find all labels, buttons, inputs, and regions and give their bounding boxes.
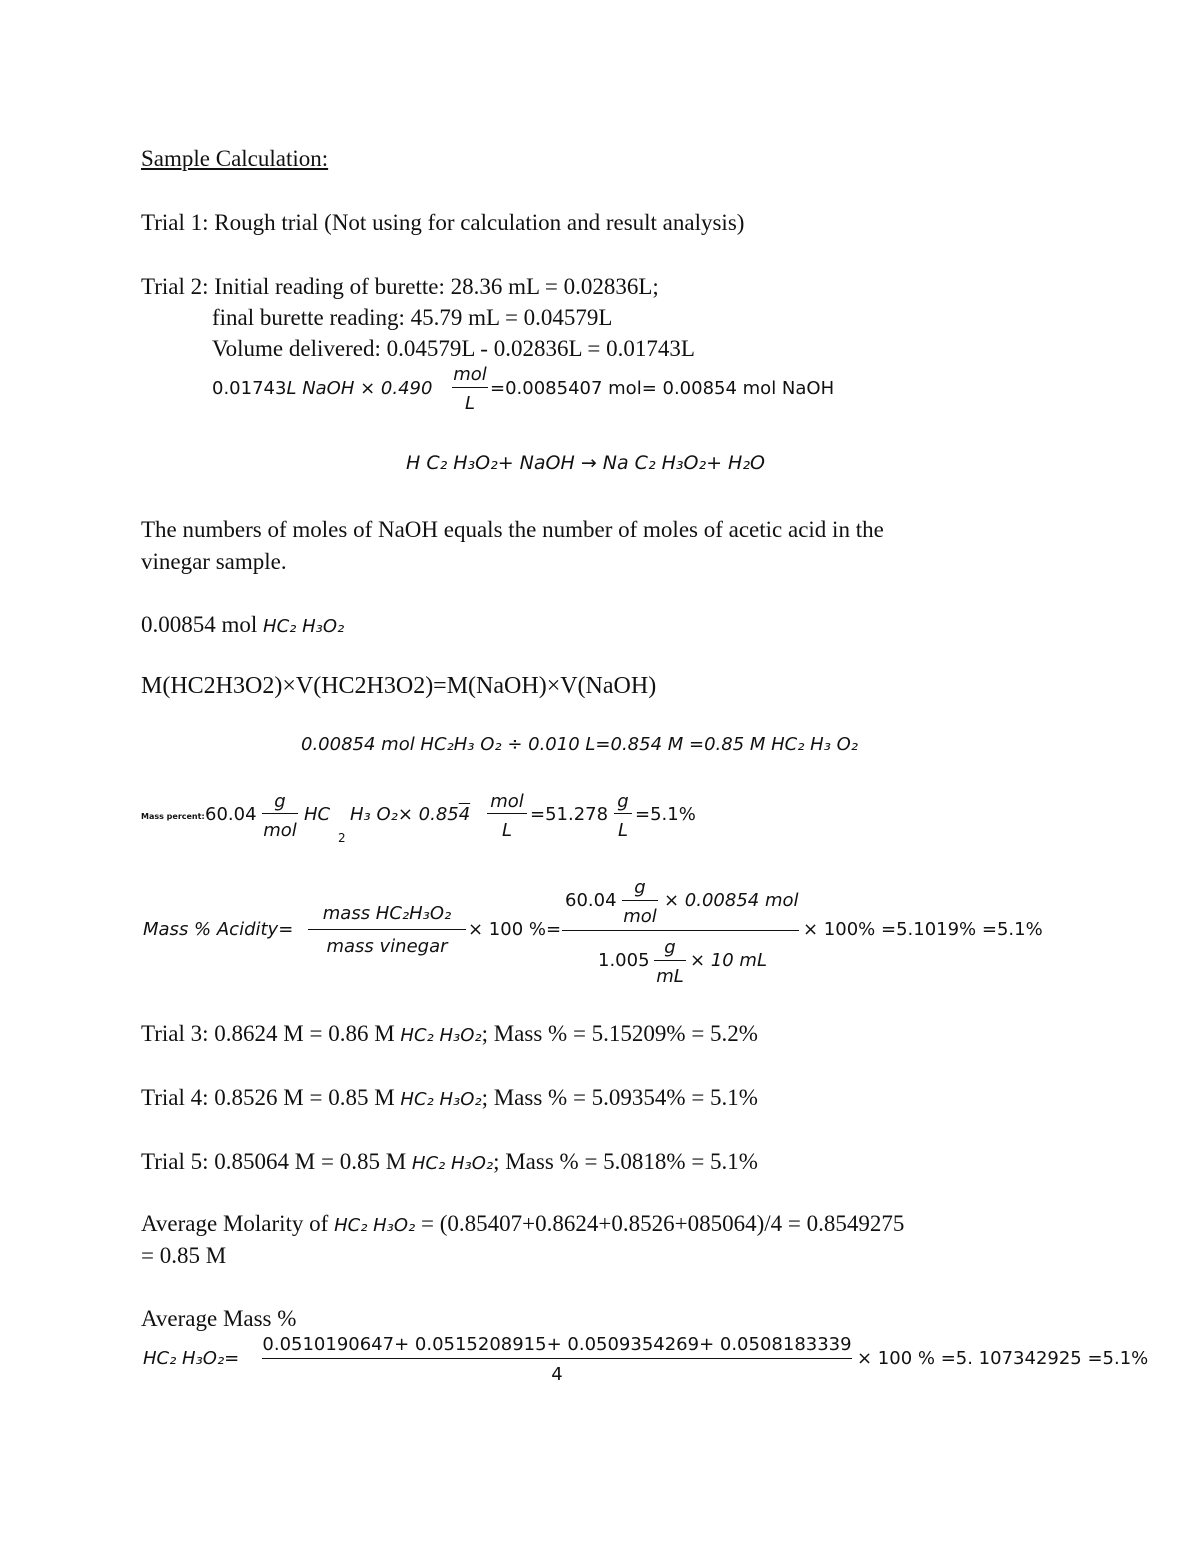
mass-percent-molar-mass: 60.04 — [205, 804, 257, 825]
naoh-moles-calc-right: =0.0085407 mol= 0.00854 mol NaOH — [490, 378, 835, 399]
average-molarity-line: Average Molarity of HC₂ H₃O₂ = (0.85407+0.8624+0.8526+085064)/4 = 0.8549275 — [141, 1211, 905, 1236]
main-fraction-bar — [562, 930, 799, 931]
fraction-bar — [622, 900, 658, 901]
fraction-bar — [308, 929, 466, 930]
average-molarity-result: = 0.85 M — [141, 1243, 227, 1268]
big-fraction-denominator-volume: × 10 mL — [690, 950, 767, 971]
mass-acidity-result: × 100% =5.1019% =5.1% — [803, 919, 1043, 940]
trial-2-line-1: Trial 2: Initial reading of burette: 28.36 mL = 0.02836L; — [141, 274, 659, 299]
fraction-bar — [487, 813, 527, 814]
g-per-ml-denominator: mL — [656, 966, 684, 987]
g-per-l-denominator: L — [617, 820, 629, 841]
mol-per-l-numerator: mol — [490, 791, 524, 812]
mass-vinegar-denominator: mass vinegar — [326, 936, 448, 957]
big-fraction-denominator-density: 1.005 — [598, 950, 650, 971]
g-per-mol-numerator: g — [634, 877, 646, 898]
page-title: Sample Calculation: — [141, 146, 329, 171]
mol-per-l-denominator: L — [501, 820, 513, 841]
mass-percent-label: Mass percent: — [141, 812, 205, 821]
statement-line-2: vinegar sample. — [141, 549, 287, 574]
g-per-ml-numerator: g — [664, 937, 676, 958]
main-fraction-bar — [262, 1358, 852, 1359]
fraction-bar — [452, 387, 488, 388]
average-mass-result: × 100 % =5. 107342925 =5.1% — [857, 1348, 1149, 1369]
mass-percent-result: =51.278 — [530, 804, 609, 825]
statement-line-1: The numbers of moles of NaOH equals the number of moles of acetic acid in the — [141, 517, 884, 542]
mol-per-l-denominator: L — [464, 393, 476, 414]
g-per-l-numerator: g — [617, 791, 629, 812]
mass-acidity-label: Mass % Acidity= — [143, 919, 294, 940]
average-mass-numerator: 0.0510190647+ 0.0515208915+ 0.0509354269+ 0.0508183339 — [262, 1334, 852, 1355]
mass-acidity-times-100: × 100 %= — [468, 919, 562, 940]
average-mass-denominator: 4 — [551, 1364, 563, 1385]
g-per-mol-denominator: mol — [623, 906, 657, 927]
mass-acid-numerator: mass HC₂H₃O₂ — [322, 903, 452, 924]
big-fraction-numerator-moles: × 0.00854 mol — [664, 890, 799, 911]
trial-5-line: Trial 5: 0.85064 M = 0.85 M HC₂ H₃O₂; Mass % = 5.0818% = 5.1% — [141, 1149, 758, 1174]
naoh-moles-calc-left: 0.01743L NaOH × 0.490 — [212, 378, 433, 399]
g-per-mol-numerator: g — [274, 791, 286, 812]
mass-percent-formula-rest: H₃ O₂× 0.854 — [350, 804, 471, 825]
fraction-bar — [614, 813, 632, 814]
average-mass-heading: Average Mass % — [141, 1306, 297, 1331]
average-mass-lhs: HC₂ H₃O₂= — [143, 1348, 240, 1369]
mol-per-l-numerator: mol — [453, 364, 487, 385]
mass-percent-final: =5.1% — [635, 804, 696, 825]
reaction-equation: H C₂ H₃O₂+ NaOH → Na C₂ H₃O₂+ H₂O — [406, 452, 765, 474]
g-per-mol-denominator: mol — [263, 820, 297, 841]
trial-3-line: Trial 3: 0.8624 M = 0.86 M HC₂ H₃O₂; Mass % = 5.15209% = 5.2% — [141, 1021, 758, 1046]
mass-percent-formula-hc: HC — [304, 804, 331, 825]
trial-1-line: Trial 1: Rough trial (Not using for calculation and result analysis) — [141, 210, 745, 235]
big-fraction-numerator-mass: 60.04 — [565, 890, 617, 911]
trial-4-line: Trial 4: 0.8526 M = 0.85 M HC₂ H₃O₂; Mass % = 5.09354% = 5.1% — [141, 1085, 758, 1110]
molarity-volume-equation: M(HC2H3O2)×V(HC2H3O2)=M(NaOH)×V(NaOH) — [141, 673, 657, 699]
trial-2-line-3: Volume delivered: 0.04579L - 0.02836L = 0.01743L — [212, 336, 695, 361]
fraction-bar — [262, 813, 298, 814]
acid-moles-line: 0.00854 mol HC₂ H₃O₂ — [141, 612, 345, 637]
mass-percent-sub-2: 2 — [338, 831, 346, 845]
trial-2-line-2: final burette reading: 45.79 mL = 0.04579L — [212, 305, 613, 330]
fraction-bar — [654, 960, 686, 961]
molarity-calc: 0.00854 mol HC₂H₃ O₂ ÷ 0.010 L=0.854 M =0.85 M HC₂ H₃ O₂ — [301, 734, 859, 755]
